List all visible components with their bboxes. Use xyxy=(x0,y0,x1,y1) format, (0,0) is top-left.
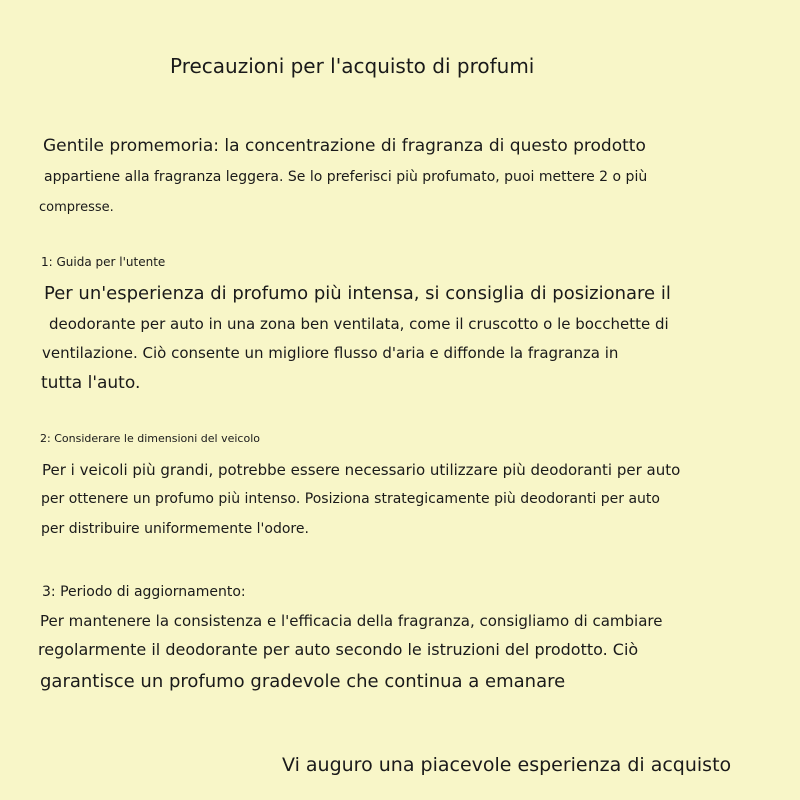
reminder-line-2: appartiene alla fragranza leggera. Se lo preferisci più profumato, puoi mettere 2 o più xyxy=(44,169,648,185)
section-2-line-1: Per i veicoli più grandi, potrebbe essere necessario utilizzare più deodoranti per auto xyxy=(42,461,681,479)
section-1-line-4: tutta l'auto. xyxy=(41,373,141,393)
reminder-line-1: Gentile promemoria: la concentrazione di fragranza di questo prodotto xyxy=(43,136,646,156)
section-2-heading: 2: Considerare le dimensioni del veicolo xyxy=(40,432,260,445)
section-3-line-3: garantisce un profumo gradevole che continua a emanare xyxy=(40,671,566,692)
section-3-heading: 3: Periodo di aggiornamento: xyxy=(42,584,246,600)
section-3-line-2: regolarmente il deodorante per auto secondo le istruzioni del prodotto. Ciò xyxy=(38,640,639,659)
section-1-line-1: Per un'esperienza di profumo più intensa, si consiglia di posizionare il xyxy=(44,283,671,304)
section-1-heading: 1: Guida per l'utente xyxy=(41,255,166,269)
section-2-line-2: per ottenere un profumo più intenso. Posiziona strategicamente più deodoranti per auto xyxy=(41,491,660,507)
section-2-line-3: per distribuire uniformemente l'odore. xyxy=(41,521,309,537)
reminder-line-3: compresse. xyxy=(39,200,114,215)
page-title: Precauzioni per l'acquisto di profumi xyxy=(170,54,535,78)
section-1-line-2: deodorante per auto in una zona ben ventilata, come il cruscotto o le bocchette di xyxy=(49,315,669,333)
section-1-line-3: ventilazione. Ciò consente un migliore flusso d'aria e diffonde la fragranza in xyxy=(42,344,619,362)
section-3-line-1: Per mantenere la consistenza e l'efficacia della fragranza, consigliamo di cambiare xyxy=(40,612,663,630)
closing-message: Vi auguro una piacevole esperienza di acquisto xyxy=(282,754,732,776)
